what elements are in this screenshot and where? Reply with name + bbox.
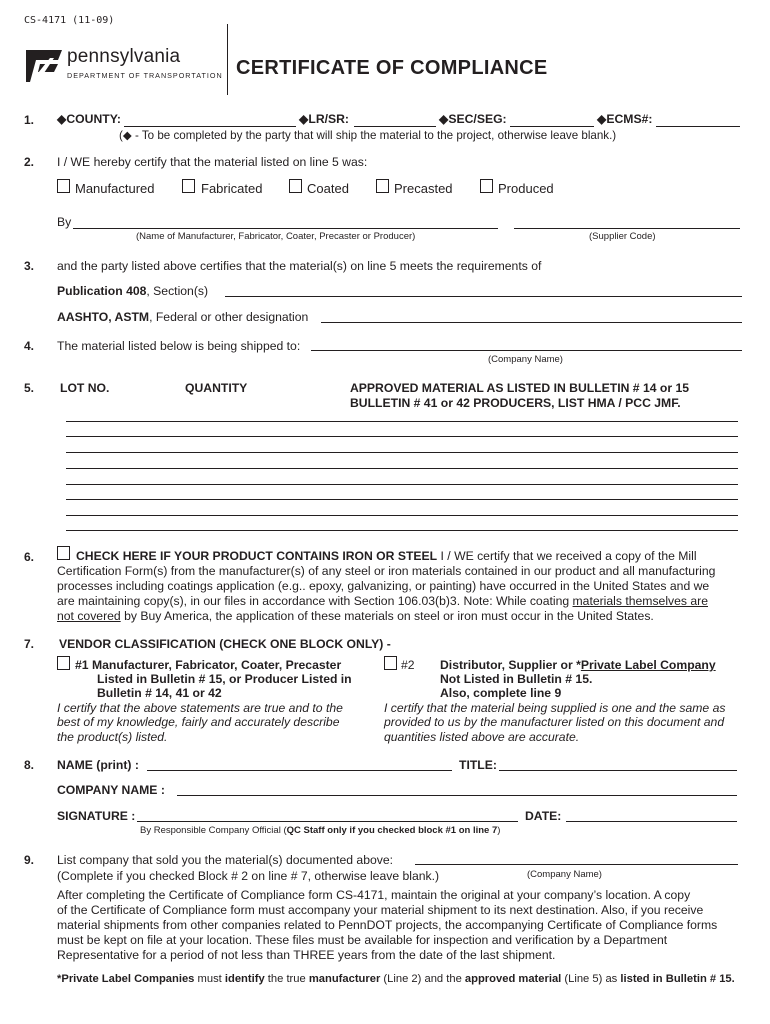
seller-company-field[interactable] xyxy=(415,864,738,865)
signature-caption-c: ) xyxy=(497,825,501,836)
iron-steel-line-3: processes including coatings application (e.g.. epoxy, galvanizing, or painting) have occurred in the United States and we xyxy=(57,579,710,593)
footnote-part-2: must xyxy=(194,973,225,985)
iron-steel-line-1 xyxy=(76,549,697,564)
manufactured-checkbox[interactable] xyxy=(57,179,70,193)
iron-steel-line-5-text: by Buy America, the application of these materials on steel or iron must occur in the United States. xyxy=(120,609,654,623)
manufactured-label: Manufactured xyxy=(75,181,155,196)
material-row-3[interactable] xyxy=(66,452,738,453)
material-row-6[interactable] xyxy=(66,499,738,500)
publication-408-rest: , Section(s) xyxy=(146,284,209,298)
logo-dept: DEPARTMENT OF TRANSPORTATION xyxy=(67,71,223,80)
signature-label: SIGNATURE : xyxy=(57,809,136,823)
signature-caption-a: By Responsible Company Official ( xyxy=(140,825,287,836)
footnote-part-8: (Line 5) as xyxy=(561,973,621,985)
county-label: ◆COUNTY: xyxy=(57,112,121,126)
section-9-line-1: List company that sold you the material(s) documented above: xyxy=(57,853,394,867)
shipped-to-field[interactable] xyxy=(311,350,742,351)
section-9-line-2: (Complete if you checked Block # 2 on line # 7, otherwise leave blank.) xyxy=(57,869,440,883)
section-3-text: and the party listed above certifies that the material(s) on line 5 meets the requirements of xyxy=(57,259,542,273)
supplier-code-caption: (Supplier Code) xyxy=(589,231,656,242)
manufacturer-name-caption: (Name of Manufacturer, Fabricator, Coater, Precaster or Producer) xyxy=(136,231,416,242)
produced-label: Produced xyxy=(498,181,554,196)
fabricated-checkbox[interactable] xyxy=(182,179,195,193)
vendor-block-1-checkbox[interactable] xyxy=(57,656,70,670)
name-print-field[interactable] xyxy=(147,770,452,771)
signature-field[interactable] xyxy=(137,821,518,822)
iron-steel-checkbox[interactable] xyxy=(57,546,70,560)
block-2-certify-1: I certify that the material being supplied is one and the same as xyxy=(384,701,726,715)
precasted-label: Precasted xyxy=(394,181,453,196)
lrsr-field[interactable] xyxy=(354,126,436,127)
name-print-label: NAME (print) : xyxy=(57,758,139,772)
footnote-part-9: listed in Bulletin # 15. xyxy=(620,973,735,985)
by-label: By xyxy=(57,215,72,229)
seller-company-caption: (Company Name) xyxy=(527,869,602,880)
section-4-number: 4. xyxy=(24,339,35,353)
instructions-line-3: material shipments from other companies related to PennDOT projects, the accompanying Certificate of Compliance forms xyxy=(57,918,718,932)
ecms-label: ◆ECMS#: xyxy=(597,112,653,126)
material-row-7[interactable] xyxy=(66,515,738,516)
iron-steel-line-5 xyxy=(57,609,654,624)
section-4-text: The material listed below is being shipped to: xyxy=(57,339,301,353)
iron-steel-line-4-underline: materials themselves are xyxy=(572,594,708,608)
footnote-part-3: identify xyxy=(224,973,265,985)
footnote-part-7: approved material xyxy=(464,973,562,985)
ecms-field[interactable] xyxy=(656,126,740,127)
produced-checkbox[interactable] xyxy=(480,179,493,193)
aashto-bold: AASHTO, ASTM xyxy=(57,310,150,324)
section-8-number: 8. xyxy=(24,758,35,772)
approved-material-header-1: APPROVED MATERIAL AS LISTED IN BULLETIN # 14 or 15 xyxy=(350,381,690,395)
shipped-to-caption: (Company Name) xyxy=(488,354,563,365)
section-2-number: 2. xyxy=(24,155,35,169)
fabricated-label: Fabricated xyxy=(201,181,263,196)
section-5-number: 5. xyxy=(24,381,35,395)
logo-name: pennsylvania xyxy=(67,46,181,67)
instructions-line-5: Representative for a period of not less than THREE years from the date of the last shipment. xyxy=(57,948,556,962)
signature-caption-bold: QC Staff only if you checked block #1 on line 7 xyxy=(286,825,498,836)
material-row-4[interactable] xyxy=(66,468,738,469)
footnote-part-6: (Line 2) and the xyxy=(380,973,465,985)
header-divider xyxy=(227,24,228,95)
section-3-number: 3. xyxy=(24,259,35,273)
block-2-number: #2 xyxy=(401,658,415,672)
supplier-code-field[interactable] xyxy=(514,228,740,229)
vendor-block-2-checkbox[interactable] xyxy=(384,656,397,670)
iron-steel-certify: I / WE certify that we received a copy of the Mill xyxy=(437,549,697,563)
block-1-certify-2: best of my knowledge, fairly and accurately describe xyxy=(57,715,340,729)
county-field[interactable] xyxy=(124,126,296,127)
coated-label: Coated xyxy=(307,181,349,196)
private-label-footnote xyxy=(57,973,735,985)
block-2-certify-2: provided to us by the manufacturer listed on this document and xyxy=(384,715,725,729)
publication-408-label xyxy=(57,284,208,298)
material-row-2[interactable] xyxy=(66,436,738,437)
block-2-line-1-text: Distributor, Supplier or * xyxy=(440,658,581,672)
publication-section-field[interactable] xyxy=(225,296,742,297)
block-1-line-2: Listed in Bulletin # 15, or Producer Listed in xyxy=(97,672,352,686)
section-9-number: 9. xyxy=(24,853,35,867)
company-name-field[interactable] xyxy=(177,795,737,796)
block-2-line-2: Not Listed in Bulletin # 15. xyxy=(440,672,593,686)
form-id: CS-4171 (11-09) xyxy=(24,15,115,26)
section-1-note: (◆ - To be completed by the party that will ship the material to the project, otherwise leave blank.) xyxy=(119,129,617,142)
aashto-label xyxy=(57,310,308,324)
coated-checkbox[interactable] xyxy=(289,179,302,193)
iron-steel-line-2: Certification Form(s) from the manufacturer(s) of any steel or iron materials contained in our product and all manufacturing xyxy=(57,564,716,578)
footnote-part-1: *Private Label Companies xyxy=(57,973,195,985)
block-2-certify-3: quantities listed above are accurate. xyxy=(384,730,580,744)
penndot-logo xyxy=(24,44,64,84)
vendor-classification-heading: VENDOR CLASSIFICATION (CHECK ONE BLOCK ONLY) - xyxy=(59,637,391,651)
precasted-checkbox[interactable] xyxy=(376,179,389,193)
section-1-number: 1. xyxy=(24,113,35,127)
federal-designation-field[interactable] xyxy=(321,322,742,323)
title-field[interactable] xyxy=(499,770,737,771)
iron-steel-line-4-text: are maintaining copy(s), in our files in accordance with Section 106.03(b)3. Note: While coating xyxy=(57,594,573,608)
block-2-line-1 xyxy=(440,658,716,672)
secseg-label: ◆SEC/SEG: xyxy=(439,112,507,126)
instructions-line-1: After completing the Certificate of Compliance form CS-4171, maintain the original at your company’s location. A copy xyxy=(57,888,691,902)
quantity-header: QUANTITY xyxy=(185,381,248,395)
block-1-line-3: Bulletin # 14, 41 or 42 xyxy=(97,686,222,700)
secseg-field[interactable] xyxy=(510,126,594,127)
aashto-rest: , Federal or other designation xyxy=(149,310,309,324)
keystone-icon xyxy=(24,44,64,84)
date-field[interactable] xyxy=(566,821,737,822)
private-label-company-text: Private Label Company xyxy=(580,658,716,672)
title-label: TITLE: xyxy=(459,758,497,772)
lot-no-header: LOT NO. xyxy=(60,381,110,395)
block-1-line-1: #1 Manufacturer, Fabricator, Coater, Precaster xyxy=(75,658,342,672)
material-row-8[interactable] xyxy=(66,530,738,531)
block-1-certify-3: the product(s) listed. xyxy=(57,730,168,744)
approved-material-header-2: BULLETIN # 41 or 42 PRODUCERS, LIST HMA / PCC JMF. xyxy=(350,396,681,410)
block-2-line-3: Also, complete line 9 xyxy=(440,686,562,700)
iron-steel-line-4 xyxy=(57,594,708,609)
material-row-5[interactable] xyxy=(66,484,738,485)
lrsr-label: ◆LR/SR: xyxy=(299,112,349,126)
company-name-label: COMPANY NAME : xyxy=(57,783,165,797)
block-1-certify-1: I certify that the above statements are true and to the xyxy=(57,701,343,715)
iron-steel-heading: CHECK HERE IF YOUR PRODUCT CONTAINS IRON OR STEEL xyxy=(76,549,438,563)
material-row-1[interactable] xyxy=(66,421,738,422)
section-6-number: 6. xyxy=(24,550,35,564)
instructions-line-2: of the Certificate of Compliance form must accompany your material shipment to its next destination. Also, if you receive xyxy=(57,903,704,917)
section-7-number: 7. xyxy=(24,637,35,651)
footnote-part-4: the true xyxy=(264,973,309,985)
iron-steel-line-5-underline: not covered xyxy=(57,609,121,623)
footnote-part-5: manufacturer xyxy=(308,973,381,985)
page-title: CERTIFICATE OF COMPLIANCE xyxy=(236,57,548,79)
publication-408-bold: Publication 408 xyxy=(57,284,147,298)
signature-caption xyxy=(140,825,500,836)
date-label: DATE: xyxy=(525,809,562,823)
section-2-text: I / WE hereby certify that the material listed on line 5 was: xyxy=(57,155,368,169)
instructions-line-4: must be kept on file at your location. These files must be available for inspection and verification by a Department xyxy=(57,933,668,947)
manufacturer-name-field[interactable] xyxy=(73,228,498,229)
